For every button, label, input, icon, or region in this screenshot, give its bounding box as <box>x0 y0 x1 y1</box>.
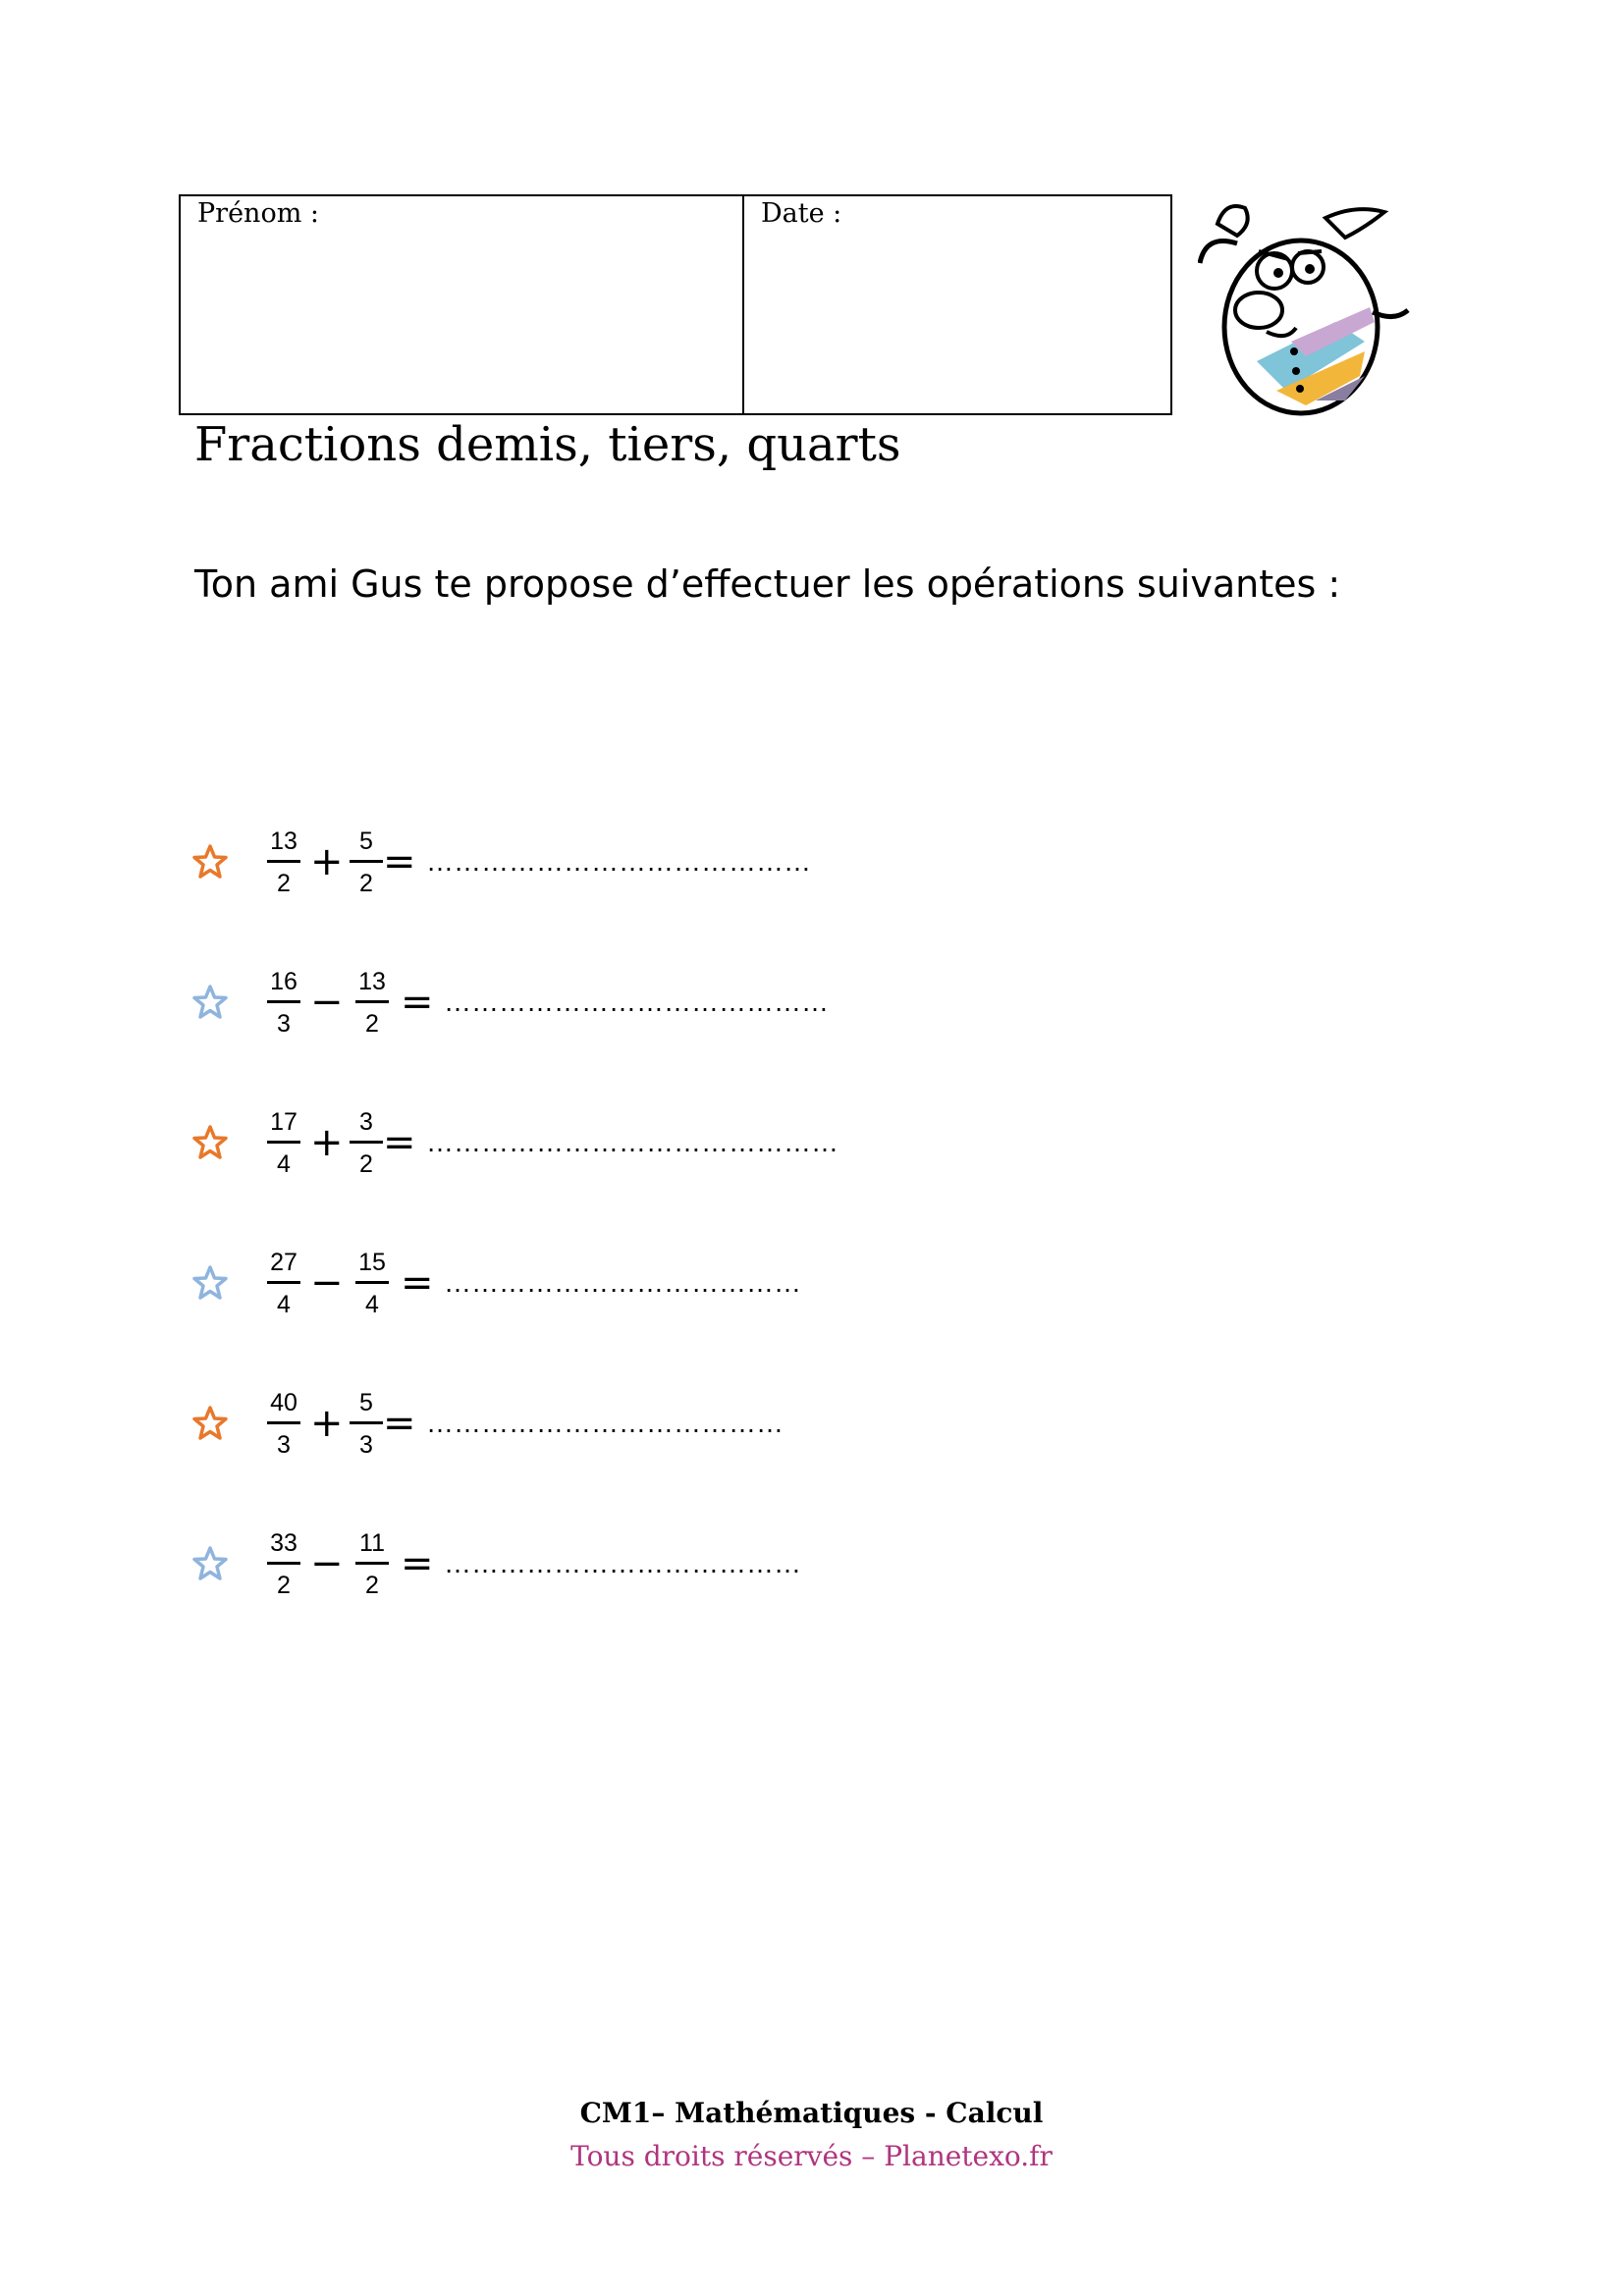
denominator: 4 <box>277 1150 291 1178</box>
denominator: 2 <box>277 870 291 897</box>
equals-sign: = <box>401 1541 434 1586</box>
first-fraction <box>267 1107 300 1179</box>
numerator: 17 <box>270 1108 298 1136</box>
operator: + <box>310 1401 344 1446</box>
denominator: 2 <box>359 1150 373 1178</box>
fraction-bar <box>267 1281 300 1284</box>
denominator: 4 <box>365 1291 379 1318</box>
star-icon <box>192 1125 228 1160</box>
numerator: 33 <box>270 1529 298 1557</box>
denominator: 3 <box>359 1431 373 1459</box>
date-field[interactable] <box>744 196 1170 413</box>
exercise-row <box>192 1528 1076 1607</box>
denominator: 4 <box>277 1291 291 1318</box>
first-fraction <box>267 1248 300 1319</box>
fraction-bar <box>267 1421 300 1424</box>
numerator: 27 <box>270 1249 298 1276</box>
footer-course: CM1– Mathématiques - Calcul <box>579 2097 1044 2129</box>
equals-sign: = <box>383 839 416 884</box>
numerator: 11 <box>359 1529 385 1557</box>
star-icon <box>192 1265 228 1301</box>
first-fraction <box>267 1528 300 1600</box>
exercise-row <box>192 1248 1076 1326</box>
numerator: 40 <box>270 1389 298 1416</box>
first-fraction <box>267 827 300 898</box>
second-fraction <box>350 1388 383 1460</box>
fraction-bar <box>350 860 383 863</box>
date-label: Date : <box>761 198 842 229</box>
star-icon <box>192 1546 228 1581</box>
denominator: 2 <box>277 1572 291 1599</box>
numerator: 3 <box>359 1108 373 1136</box>
answer-blank[interactable]: ……………………………………… <box>426 1127 839 1157</box>
fraction-bar <box>355 1281 389 1284</box>
numerator: 15 <box>358 1249 386 1276</box>
answer-blank[interactable]: ………………………………… <box>444 1548 801 1578</box>
answer-blank[interactable]: …………………………………… <box>444 987 829 1017</box>
equals-sign: = <box>401 980 434 1025</box>
name-field[interactable] <box>181 196 744 413</box>
exercise-row <box>192 1107 1076 1186</box>
fraction-bar <box>267 1141 300 1144</box>
fraction-bar <box>350 1421 383 1424</box>
instructions-text: Ton ami Gus te propose d’effectuer les opérations suivantes : <box>194 562 1341 606</box>
first-fraction <box>267 1388 300 1460</box>
first-fraction <box>267 967 300 1039</box>
operator: + <box>310 839 344 884</box>
exercise-row <box>192 827 1076 905</box>
fraction-bar <box>267 860 300 863</box>
answer-blank[interactable]: ………………………………… <box>444 1267 801 1298</box>
denominator: 2 <box>365 1572 379 1599</box>
fraction-bar <box>350 1141 383 1144</box>
second-fraction <box>350 1107 383 1179</box>
worksheet-title: Fractions demis, tiers, quarts <box>194 417 901 472</box>
second-fraction <box>350 827 383 898</box>
second-fraction <box>355 1528 389 1600</box>
fraction-bar <box>355 1000 389 1003</box>
footer-copyright: Tous droits réservés – Planetexo.fr <box>570 2140 1053 2172</box>
fraction-bar <box>355 1562 389 1565</box>
second-fraction <box>355 1248 389 1319</box>
denominator: 2 <box>365 1010 379 1038</box>
denominator: 3 <box>277 1431 291 1459</box>
star-icon <box>192 844 228 880</box>
numerator: 5 <box>359 828 373 855</box>
numerator: 5 <box>359 1389 373 1416</box>
fraction-bar <box>267 1000 300 1003</box>
star-icon <box>192 985 228 1020</box>
operator: − <box>310 980 344 1025</box>
numerator: 13 <box>358 968 386 995</box>
equals-sign: = <box>401 1260 434 1306</box>
equals-sign: = <box>383 1120 416 1165</box>
equals-sign: = <box>383 1401 416 1446</box>
answer-blank[interactable]: ………………………………… <box>426 1408 784 1438</box>
second-fraction <box>355 967 389 1039</box>
denominator: 2 <box>359 870 373 897</box>
operator: − <box>310 1260 344 1306</box>
operator: + <box>310 1120 344 1165</box>
star-icon <box>192 1406 228 1441</box>
student-info-table <box>179 194 1172 415</box>
answer-blank[interactable]: …………………………………… <box>426 846 811 877</box>
operator: − <box>310 1541 344 1586</box>
fraction-bar <box>267 1562 300 1565</box>
numerator: 13 <box>270 828 298 855</box>
gus-mascot-illustration <box>1198 194 1414 420</box>
numerator: 16 <box>270 968 298 995</box>
name-label: Prénom : <box>197 198 319 229</box>
exercise-row <box>192 1388 1076 1467</box>
exercise-row <box>192 967 1076 1045</box>
denominator: 3 <box>277 1010 291 1038</box>
